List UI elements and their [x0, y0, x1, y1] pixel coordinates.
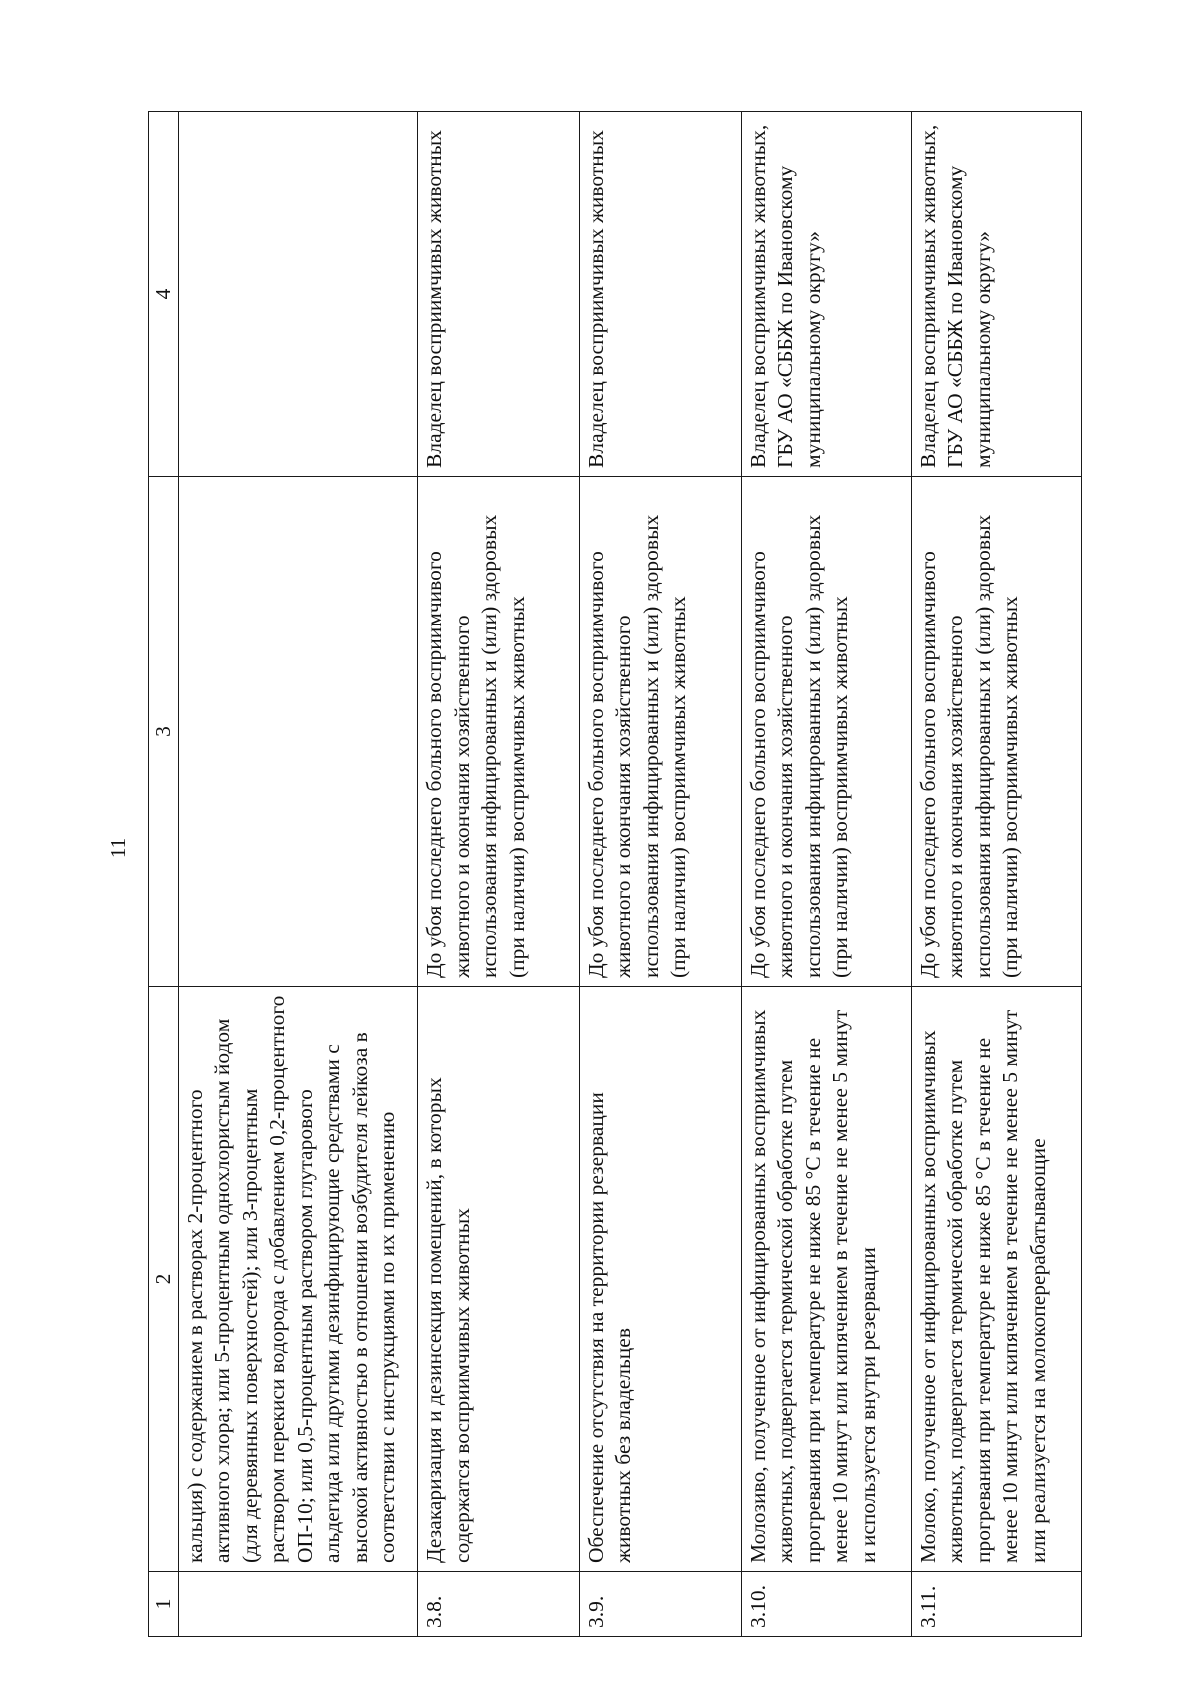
cell-text: До убоя последнего больного восприимчивого животного и окончания хозяйственного использования инфицированных и (или) здоровых (при наличии) восприимчивых животных: [583, 514, 691, 978]
row-number: [579, 1572, 741, 1637]
cell-text: 3.9.: [583, 1595, 608, 1628]
cell-text: До убоя последнего больного восприимчивого животного и окончания хозяйственного использования инфицированных и (или) здоровых (при наличии) восприимчивых животных: [745, 514, 853, 978]
cell-text: Дезакаризация и дезинсекция помещений, в которых содержатся восприимчивых животных: [422, 1077, 474, 1563]
row-measure: [178, 987, 417, 1572]
cell-text: Владелец восприимчивых животных, ГБУ АО «СББЖ по Ивановскому муниципальному округу»: [745, 124, 825, 468]
cell-text: Молоко, полученное от инфицированных восприимчивых животных, подвергается термической обработке путем прогревания при температуре не ниже 85 °С в течение не менее 10 минут или кипячением в течение не менее 5 минут или реализуется на молокоперерабатывающие: [915, 1009, 1050, 1563]
table-row: [911, 112, 1081, 1637]
cell-text: [182, 485, 414, 978]
column-header-3: 3: [149, 477, 179, 987]
cell-text: кальция) с содержанием в растворах 2-процентного активного хлора; или 5-процентным однохлористым йодом (для деревянных поверхностей); или 3-процентным раствором перекиси водорода с добавлением 0,2-процентного ОП-10; или 0,5-процентным раствором глутарового альдегида или другими дезинфицирующие средствами с высокой активностью в отношении возбудителя лейкоза в соответствии с инструкциями по их применению: [182, 995, 400, 1563]
page-number: 11: [106, 837, 130, 859]
cell-text: Молозиво, полученное от инфицированных восприимчивых животных, подвергается термической обработке путем прогревания при температуре не ниже 85 °С в течение не менее 10 минут или кипячением в течение не менее 5 минут и используется внутри резервации: [745, 1009, 880, 1563]
row-term: [741, 477, 911, 987]
measures-table-rotated: [148, 112, 1082, 1637]
row-responsible: [579, 112, 741, 477]
cell-text: [182, 120, 414, 468]
cell-text: 3.10.: [745, 1585, 770, 1628]
row-responsible: [418, 112, 580, 477]
row-term: [418, 477, 580, 987]
cell-text: [182, 1580, 414, 1628]
cell-text: Обеспечение отсутствия на территории резервации животных без владельцев: [583, 1092, 636, 1563]
row-measure: [911, 987, 1081, 1572]
cell-text: Владелец восприимчивых животных: [583, 130, 608, 468]
row-measure: [418, 987, 580, 1572]
table-row: [178, 112, 417, 1637]
table-row: [741, 112, 911, 1637]
row-measure: [741, 987, 911, 1572]
row-responsible: [178, 112, 417, 477]
cell-text: До убоя последнего больного восприимчивого животного и окончания хозяйственного использования инфицированных и (или) здоровых (при наличии) восприимчивых животных: [915, 514, 1023, 978]
table-row: [579, 112, 741, 1637]
cell-text: Владелец восприимчивых животных, ГБУ АО «СББЖ по Ивановскому муниципальному округу»: [915, 124, 995, 468]
cell-text: 3.11.: [915, 1585, 940, 1628]
table-header-row: [149, 112, 179, 1637]
row-term: [579, 477, 741, 987]
cell-text: До убоя последнего больного восприимчивого животного и окончания хозяйственного использования инфицированных и (или) здоровых (при наличии) восприимчивых животных: [422, 514, 529, 978]
column-header-4: 4: [149, 112, 179, 477]
row-term: [178, 477, 417, 987]
cell-text: Владелец восприимчивых животных: [422, 130, 447, 468]
row-responsible: [741, 112, 911, 477]
measures-table: [148, 111, 1082, 1637]
row-number: [418, 1572, 580, 1637]
row-measure: [579, 987, 741, 1572]
row-responsible: [911, 112, 1081, 477]
row-number: [741, 1572, 911, 1637]
column-header-2: 2: [149, 987, 179, 1572]
row-number: [178, 1572, 417, 1637]
cell-text: 3.8.: [422, 1595, 447, 1628]
row-number: [911, 1572, 1081, 1637]
column-header-1: 1: [149, 1572, 179, 1637]
table-row: [418, 112, 580, 1637]
row-term: [911, 477, 1081, 987]
